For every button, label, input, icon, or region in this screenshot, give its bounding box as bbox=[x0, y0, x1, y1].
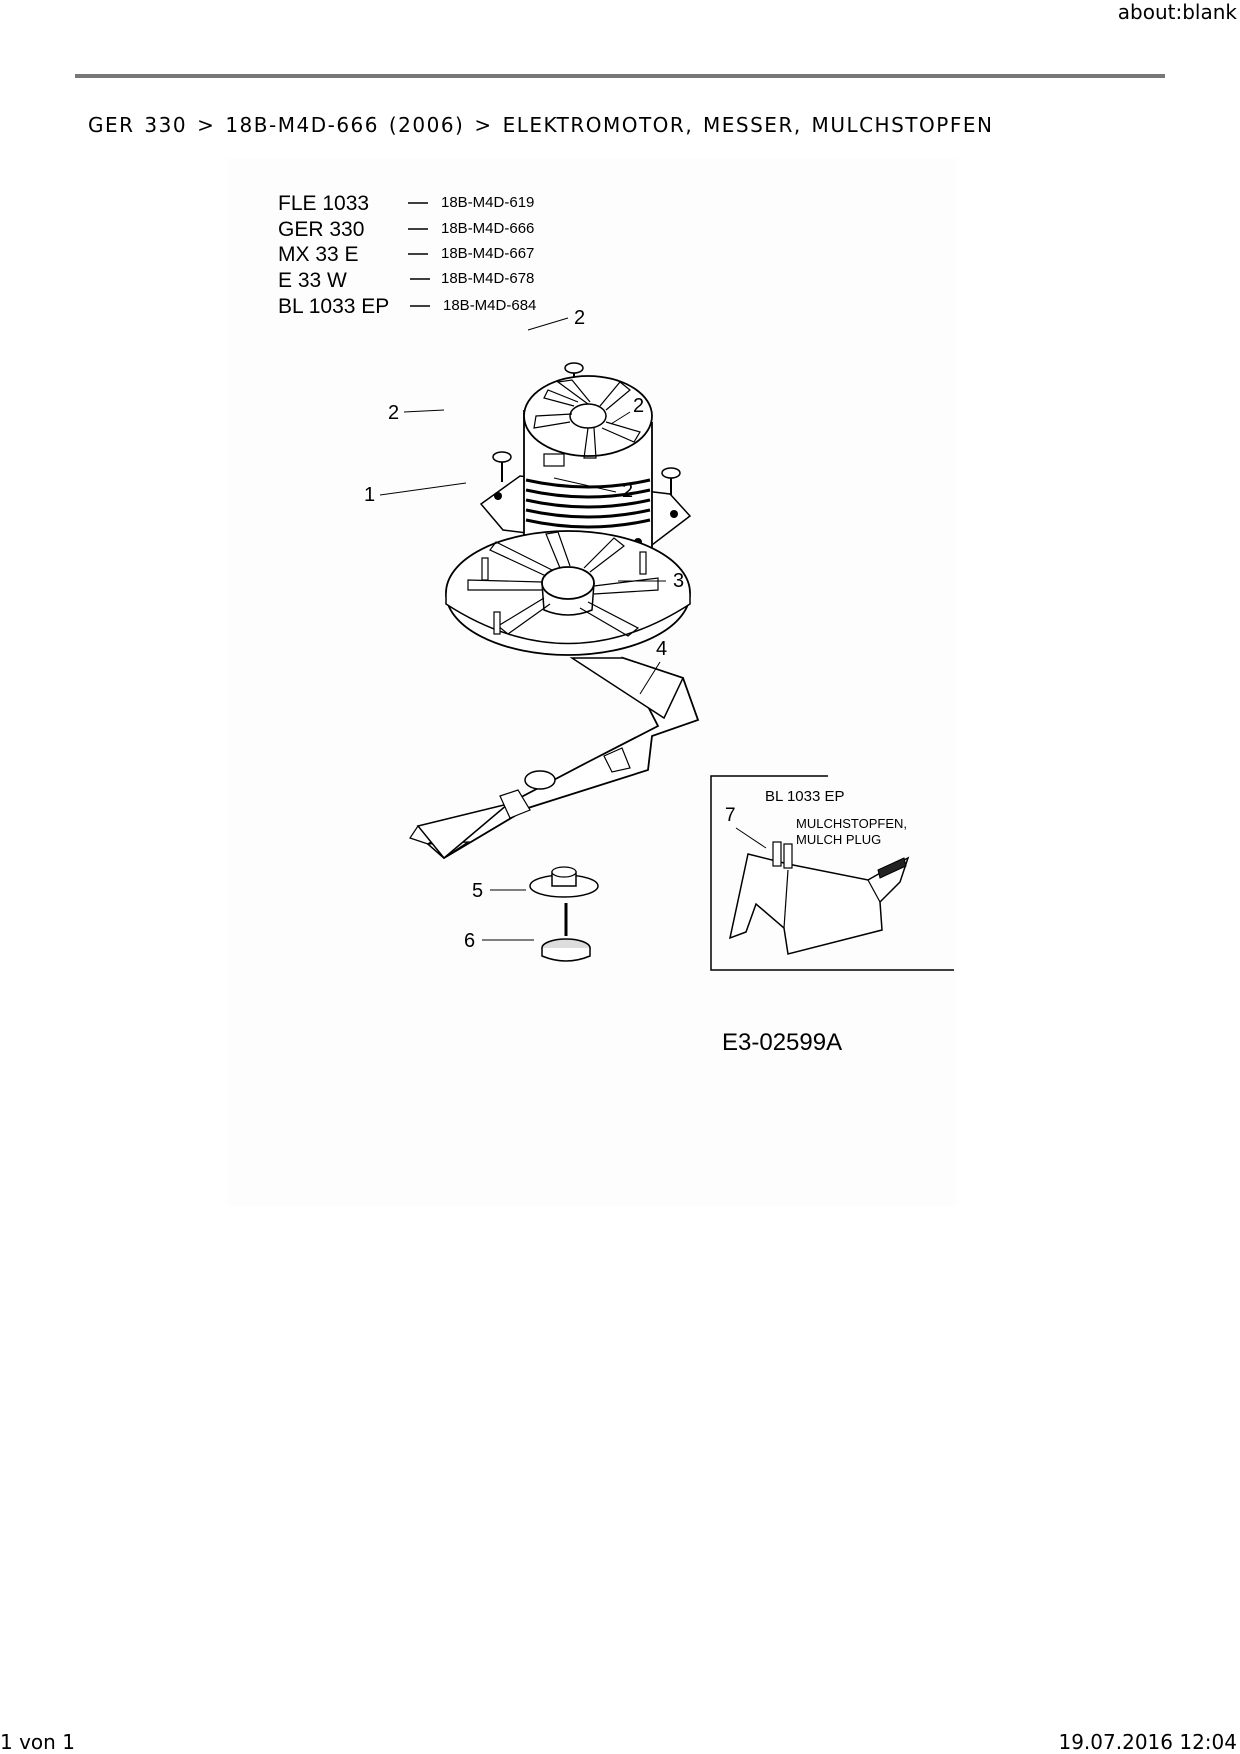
model-code: 18B-M4D-619 bbox=[441, 194, 535, 211]
model-code: 18B-M4D-678 bbox=[441, 270, 535, 287]
breadcrumb-item-model[interactable]: GER 330 bbox=[88, 113, 188, 137]
parts-diagram-svg bbox=[228, 158, 956, 1206]
model-code: 18B-M4D-666 bbox=[441, 220, 535, 237]
callout-label: 5 bbox=[472, 880, 484, 902]
callout-label: 6 bbox=[464, 930, 476, 952]
drawing-number: E3-02599A bbox=[722, 1029, 843, 1056]
model-name: GER 330 bbox=[278, 218, 365, 241]
cooling-fan bbox=[446, 531, 690, 655]
callout-label: 2 bbox=[622, 480, 634, 502]
model-code: 18B-M4D-684 bbox=[443, 297, 537, 314]
model-name: MX 33 E bbox=[278, 243, 359, 266]
model-name: BL 1033 EP bbox=[278, 295, 390, 318]
callout-label: 7 bbox=[725, 805, 736, 826]
browser-url-header: about:blank bbox=[1117, 0, 1237, 24]
callout-label: 3 bbox=[673, 570, 685, 592]
callout-label: 1 bbox=[364, 484, 376, 506]
inset-title: BL 1033 EP bbox=[765, 788, 845, 805]
callout-label: 2 bbox=[574, 307, 586, 329]
callout-label: 4 bbox=[656, 638, 668, 660]
callout-label: 2 bbox=[388, 402, 400, 424]
breadcrumb-item-variant[interactable]: 18B-M4D-666 (2006) bbox=[225, 113, 465, 137]
breadcrumb-item-section: ELEKTROMOTOR, MESSER, MULCHSTOPFEN bbox=[502, 113, 994, 137]
header-rule bbox=[75, 74, 1165, 78]
inset-label-line2: MULCH PLUG bbox=[796, 832, 882, 847]
page-counter: 1 von 1 bbox=[0, 1730, 75, 1754]
parts-diagram bbox=[228, 158, 956, 1206]
model-name: FLE 1033 bbox=[278, 192, 370, 215]
breadcrumb-separator: > bbox=[197, 113, 216, 137]
inset-label-line1: MULCHSTOPFEN, bbox=[796, 816, 907, 831]
print-datetime: 19.07.2016 12:04 bbox=[1058, 1730, 1237, 1754]
callout-label: 2 bbox=[633, 395, 645, 417]
model-code: 18B-M4D-667 bbox=[441, 245, 535, 262]
breadcrumb-separator: > bbox=[474, 113, 493, 137]
model-name: E 33 W bbox=[278, 269, 347, 292]
breadcrumb bbox=[88, 113, 993, 137]
